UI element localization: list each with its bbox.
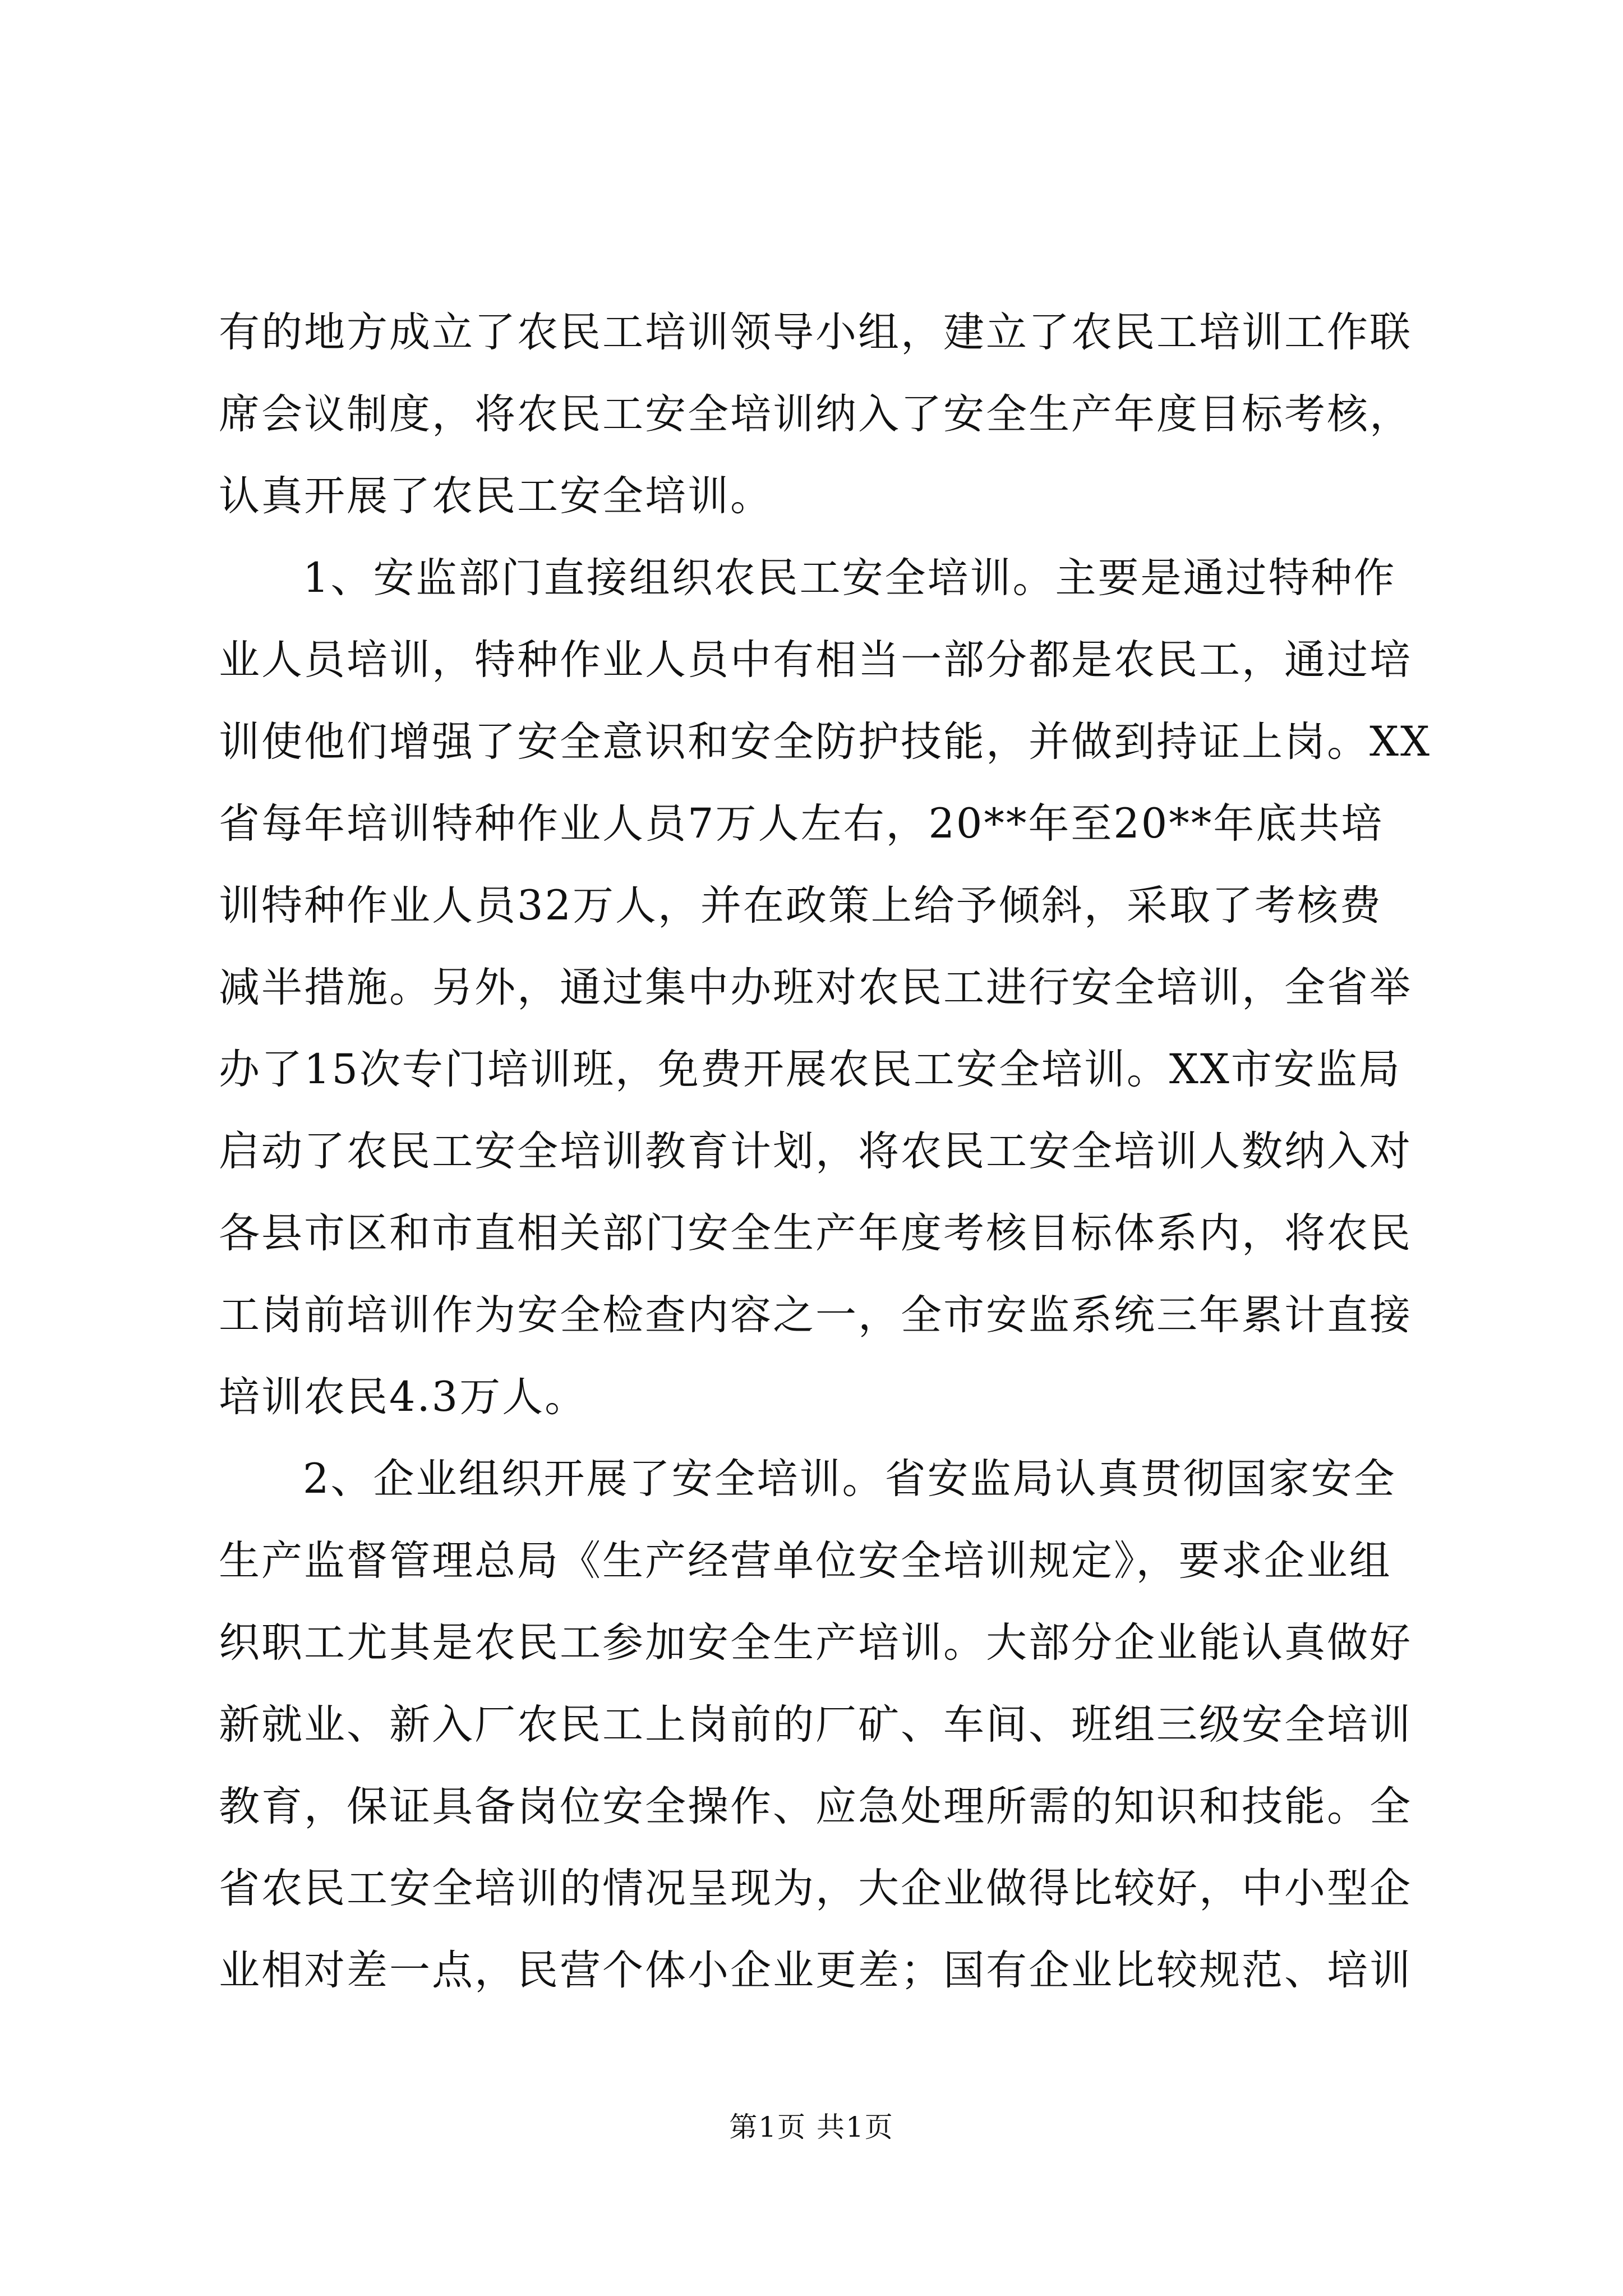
text-line: 启动了农民工安全培训教育计划，将农民工安全培训人数纳入对 bbox=[219, 1128, 1412, 1175]
text-line: 有的地方成立了农民工培训领导小组，建立了农民工培训工作联 bbox=[219, 309, 1412, 356]
text-line: 训使他们增强了安全意识和安全防护技能，并做到持证上岗。XX bbox=[219, 718, 1431, 766]
text-line: 培训农民4.3万人。 bbox=[219, 1373, 588, 1421]
text-line: 业人员培训，特种作业人员中有相当一部分都是农民工，通过培 bbox=[219, 636, 1412, 684]
text-line: 新就业、新入厂农民工上岗前的厂矿、车间、班组三级安全培训 bbox=[219, 1701, 1412, 1749]
text-line: 办了15次专门培训班，免费开展农民工安全培训。XX市安监局 bbox=[219, 1046, 1401, 1093]
text-line: 省农民工安全培训的情况呈现为，大企业做得比较好，中小型企 bbox=[219, 1865, 1412, 1912]
text-line: 席会议制度，将农民工安全培训纳入了安全生产年度目标考核， bbox=[219, 390, 1412, 438]
page-number-footer: 第1页 共1页 bbox=[729, 2111, 894, 2143]
document-body bbox=[219, 292, 1431, 2012]
text-line: 教育，保证具备岗位安全操作、应急处理所需的知识和技能。全 bbox=[219, 1783, 1412, 1830]
text-line: 训特种作业人员32万人，并在政策上给予倾斜，采取了考核费 bbox=[219, 882, 1382, 930]
text-line: 工岗前培训作为安全检查内容之一，全市安监系统三年累计直接 bbox=[219, 1291, 1412, 1339]
text-line: 织职工尤其是农民工参加安全生产培训。大部分企业能认真做好 bbox=[219, 1619, 1412, 1667]
text-line: 生产监督管理总局《生产经营单位安全培训规定》，要求企业组 bbox=[219, 1537, 1392, 1585]
text-line: 业相对差一点，民营个体小企业更差；国有企业比较规范、培训 bbox=[219, 1947, 1412, 1994]
paragraph-first-line: 1、安监部门直接组织农民工安全培训。主要是通过特种作 bbox=[303, 554, 1396, 602]
paragraph-first-line: 2、企业组织开展了安全培训。省安监局认真贯彻国家安全 bbox=[303, 1455, 1396, 1503]
text-line: 省每年培训特种作业人员7万人左右，20**年至20**年底共培 bbox=[219, 800, 1384, 848]
text-line: 各县市区和市直相关部门安全生产年度考核目标体系内，将农民 bbox=[219, 1209, 1412, 1257]
text-line: 减半措施。另外，通过集中办班对农民工进行安全培训，全省举 bbox=[219, 964, 1412, 1011]
text-line: 认真开展了农民工安全培训。 bbox=[219, 472, 773, 520]
